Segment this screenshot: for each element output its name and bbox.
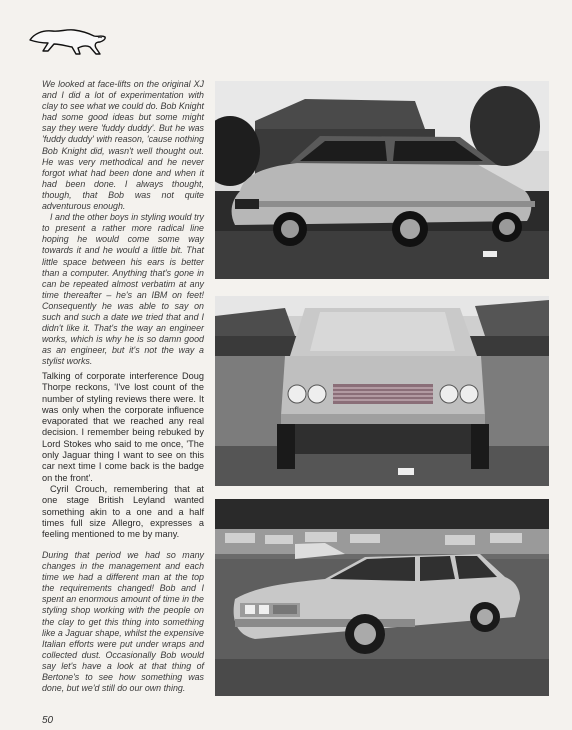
- page-number: 50: [42, 715, 54, 726]
- quote-column-2: [42, 550, 204, 694]
- paragraph-1: We looked at face-lifts on the original XJ and I did a lot of experimentation with clay to see what we could do. Bob Knight had some good ideas but some might say they were 'fuddy duddy'. But he was 'fuddy duddy' with reason, 'cause nothing Bob Knight did, wasn't well thought out. He was very methodical and he never forgot what had been done and when it had been done. I always thought, though, that Bob was not quite adventurous enough.: [42, 79, 204, 212]
- paragraph-2: I and the other boys in styling would try to present a rather more radical line hoping he would come some way towards it and he would a little bit. That little space between his ears is better than a computer. Anything that's gone in can be repeated almost verbatim at any time thereafter – he's an IBM on feet! Consequently he was able to say on such and such a date we tried that and I didn't like it. That's the way an engineer works, which is why he is so damn good as an engineer, but it's not the way a stylist works.: [42, 212, 204, 367]
- leaping-jaguar-icon: [28, 20, 108, 56]
- paragraph-3: Talking of corporate interference Doug Thorpe reckons, 'I've lost count of the number of styling reviews there were. It was only when the corporate influence evaporated that we reached any real decision. I remember being rebuked by Lord Stokes who said to me once, 'The only Jaguar thing I want to see on this car next time I come back is the badge on the front'.: [42, 371, 204, 483]
- clay-model-front-three-quarter-photo: [215, 499, 549, 696]
- clay-model-front-photo: [215, 296, 549, 486]
- clay-model-rear-three-quarter-photo: [215, 81, 549, 279]
- quote-column-1: [42, 79, 204, 367]
- body-column: [42, 371, 204, 540]
- paragraph-4: Cyril Crouch, remembering that at one stage British Leyland wanted something akin to a one and a half times full size Allegro, expresses a feeling mentioned to me by many.: [42, 483, 204, 540]
- paragraph-5: During that period we had so many changes in the management and each time we had a different man at the top the requirements changed! Bob and I spent an enormous amount of time in the styling shop working with the people on the clay to get this thing into something like a Jaguar shape, whilst the expensive Italian efforts were put under wraps and collected dust. Occasionally Bob would say let's have a look at that thing of Bertone's to see how something was done, but we'd still do our own thing.: [42, 550, 204, 694]
